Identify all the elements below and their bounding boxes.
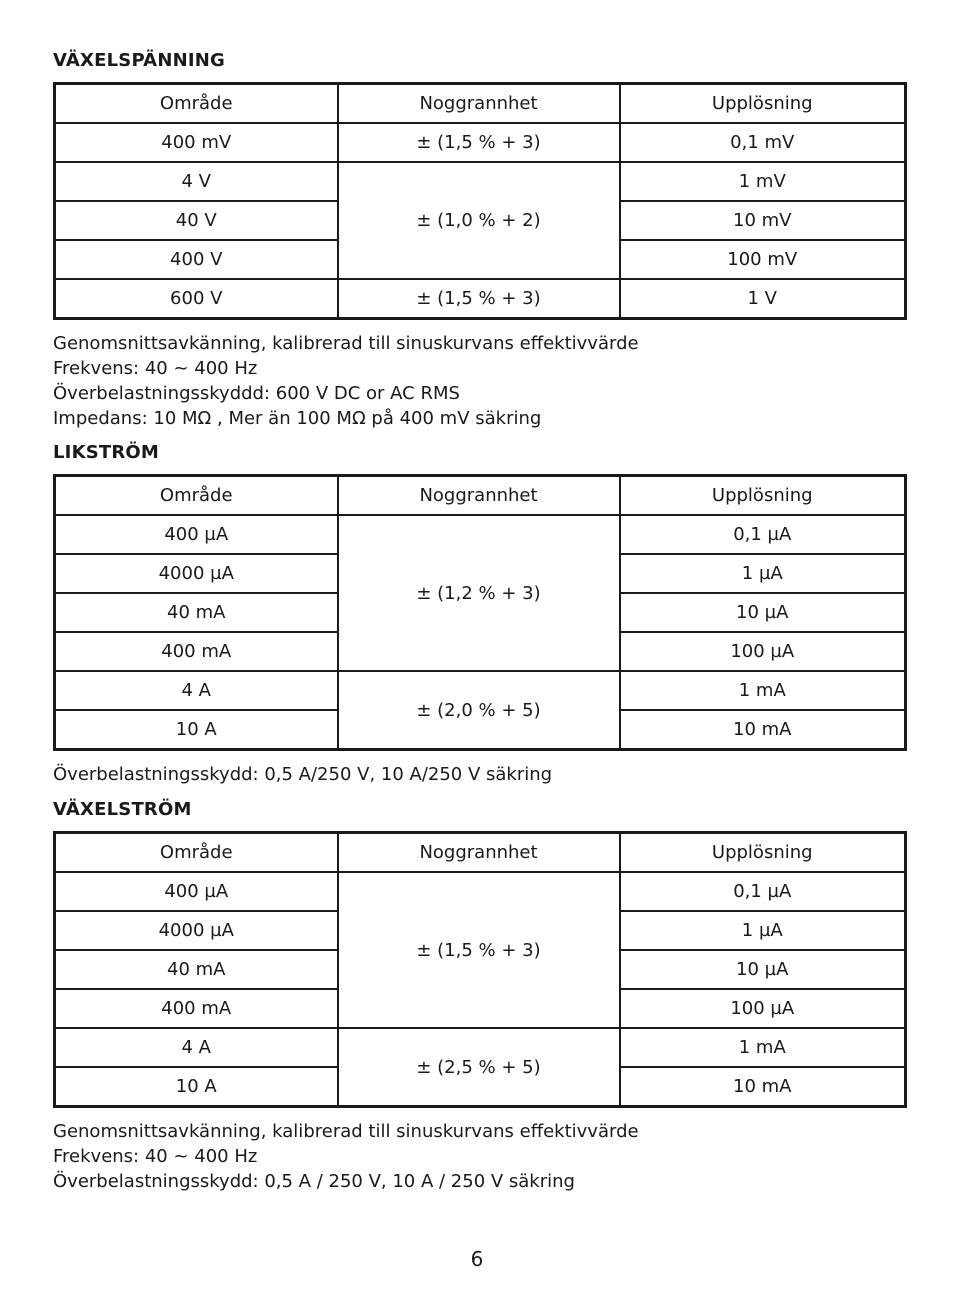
- ac-voltage-notes: [53, 331, 639, 431]
- range-cell: 4 A: [55, 671, 338, 710]
- table-row: [55, 279, 906, 319]
- resolution-cell: 100 mV: [620, 240, 906, 279]
- dc-current-notes: [53, 762, 552, 787]
- resolution-cell: 1 mA: [620, 1028, 906, 1067]
- resolution-cell: 10 mA: [620, 710, 906, 750]
- range-cell: 4 V: [55, 162, 338, 201]
- section-title-dc-current: LIKSTRÖM: [53, 442, 160, 463]
- range-cell: 4 A: [55, 1028, 338, 1067]
- resolution-cell: 1 µA: [620, 911, 906, 950]
- page-number: 6: [470, 1247, 484, 1271]
- header-range: Område: [55, 833, 338, 873]
- header-resolution: Upplösning: [620, 833, 906, 873]
- header-accuracy: Noggrannhet: [338, 84, 620, 124]
- range-cell: 600 V: [55, 279, 338, 319]
- resolution-cell: 1 V: [620, 279, 906, 319]
- accuracy-cell: ± (2,5 % + 5): [338, 1028, 620, 1107]
- header-range: Område: [55, 84, 338, 124]
- range-cell: 10 A: [55, 1067, 338, 1107]
- header-resolution: Upplösning: [620, 476, 906, 516]
- accuracy-cell: ± (2,0 % + 5): [338, 671, 620, 750]
- resolution-cell: 10 µA: [620, 593, 906, 632]
- ac-current-notes: [53, 1119, 639, 1194]
- resolution-cell: 0,1 µA: [620, 515, 906, 554]
- header-accuracy: Noggrannhet: [338, 833, 620, 873]
- header-resolution: Upplösning: [620, 84, 906, 124]
- range-cell: 400 mA: [55, 989, 338, 1028]
- header-accuracy: Noggrannhet: [338, 476, 620, 516]
- table-header-row: [55, 84, 906, 124]
- range-cell: 400 mV: [55, 123, 338, 162]
- table-row: [55, 872, 906, 911]
- note-line: Impedans: 10 MΩ , Mer än 100 MΩ på 400 mV säkring: [53, 408, 542, 429]
- resolution-cell: 10 mV: [620, 201, 906, 240]
- table-header-row: [55, 833, 906, 873]
- resolution-cell: 10 µA: [620, 950, 906, 989]
- note-line: Genomsnittsavkänning, kalibrerad till sinuskurvans effektivvärde: [53, 1121, 639, 1142]
- section-title-ac-voltage: VÄXELSPÄNNING: [53, 50, 225, 71]
- range-cell: 10 A: [55, 710, 338, 750]
- table-row: [55, 162, 906, 201]
- header-range: Område: [55, 476, 338, 516]
- ac-current-table: [53, 831, 907, 1108]
- note-line: Frekvens: 40 ~ 400 Hz: [53, 358, 258, 379]
- table-row: [55, 1028, 906, 1067]
- resolution-cell: 100 µA: [620, 989, 906, 1028]
- resolution-cell: 0,1 mV: [620, 123, 906, 162]
- table-row: [55, 671, 906, 710]
- note-line: Överbelastningsskydd: 0,5 A / 250 V, 10 A / 250 V säkring: [53, 1171, 575, 1192]
- resolution-cell: 1 mA: [620, 671, 906, 710]
- note-line: Genomsnittsavkänning, kalibrerad till sinuskurvans effektivvärde: [53, 333, 639, 354]
- resolution-cell: 0,1 µA: [620, 872, 906, 911]
- resolution-cell: 1 µA: [620, 554, 906, 593]
- accuracy-cell: ± (1,0 % + 2): [338, 162, 620, 279]
- table-row: [55, 123, 906, 162]
- resolution-cell: 1 mV: [620, 162, 906, 201]
- resolution-cell: 100 µA: [620, 632, 906, 671]
- range-cell: 4000 µA: [55, 911, 338, 950]
- range-cell: 400 µA: [55, 515, 338, 554]
- table-header-row: [55, 476, 906, 516]
- range-cell: 4000 µA: [55, 554, 338, 593]
- accuracy-cell: ± (1,2 % + 3): [338, 515, 620, 671]
- section-title-ac-current: VÄXELSTRÖM: [53, 799, 192, 820]
- resolution-cell: 10 mA: [620, 1067, 906, 1107]
- accuracy-cell: ± (1,5 % + 3): [338, 123, 620, 162]
- range-cell: 40 V: [55, 201, 338, 240]
- range-cell: 40 mA: [55, 593, 338, 632]
- dc-current-table: [53, 474, 907, 751]
- accuracy-cell: ± (1,5 % + 3): [338, 872, 620, 1028]
- range-cell: 40 mA: [55, 950, 338, 989]
- table-row: [55, 515, 906, 554]
- note-line: Överbelastningsskydd: 0,5 A/250 V, 10 A/250 V säkring: [53, 764, 553, 785]
- note-line: Frekvens: 40 ~ 400 Hz: [53, 1146, 258, 1167]
- range-cell: 400 mA: [55, 632, 338, 671]
- accuracy-cell: ± (1,5 % + 3): [338, 279, 620, 319]
- range-cell: 400 µA: [55, 872, 338, 911]
- ac-voltage-table: [53, 82, 907, 320]
- range-cell: 400 V: [55, 240, 338, 279]
- note-line: Överbelastningsskyddd: 600 V DC or AC RMS: [53, 383, 460, 404]
